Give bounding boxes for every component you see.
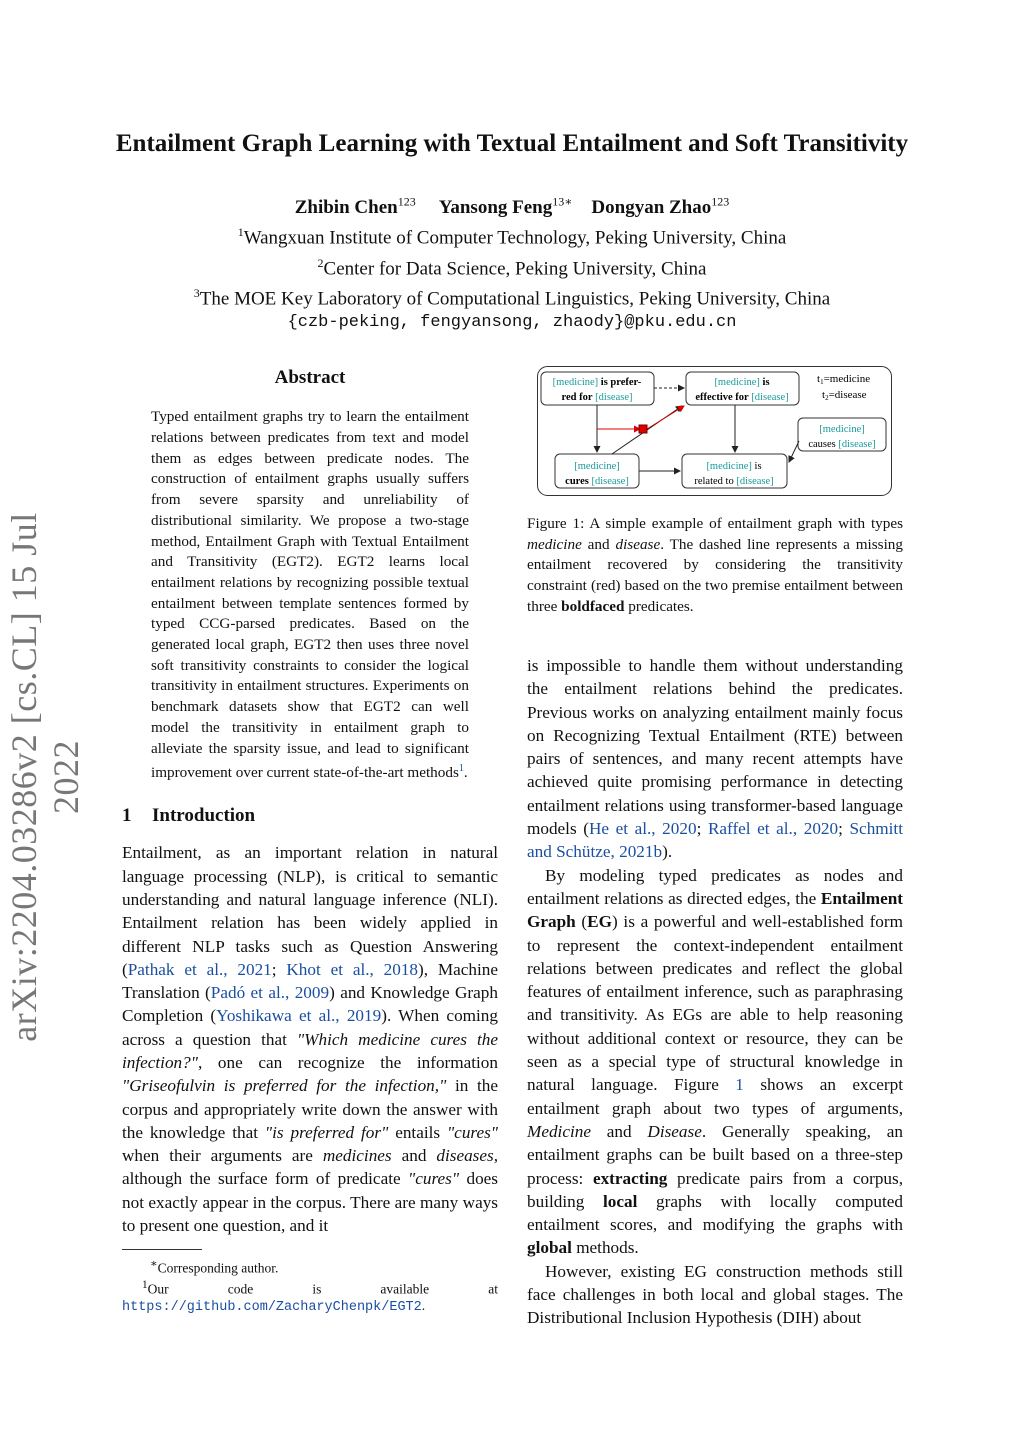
author-2: Yansong Feng$^{13∗}$ bbox=[438, 195, 573, 219]
cite-schmitt[interactable]: Schmitt and Schütze, 2021b bbox=[527, 819, 903, 862]
left-column bbox=[122, 362, 498, 1316]
node-is-preferred-for bbox=[541, 372, 654, 405]
author-3: Dongyan Zhao$^{123}$ bbox=[591, 195, 730, 219]
svg-text:related to [disease]: related to [disease] bbox=[694, 476, 774, 487]
abstract-text: Typed entailment graphs try to learn the entailment relations between predicates from text and model them as edges between predicate nodes. The construction of entailment graphs usually suffers from severe sparsity and unreliability of distributional similarity. We propose a two-stage method, Entailment Graph with Textual Entailment and Transitivity (EGT2). EGT2 learns local entailment relations by recognizing possible textual entailment between template sentences formed by typed CCG-parsed predicates. Based on the generated local graph, EGT2 then uses three novel soft transitivity constraints to consider the logical transitivity in entailment structures. Experiments on benchmark datasets show that EGT2 can well model the transitivity in entailment graph to alleviate the sparsity issue, and lead to significant improvement over current state-of-the-art methods$^1$. bbox=[151, 408, 469, 782]
section-heading: 1 Introduction bbox=[122, 805, 256, 827]
node-is-effective-for bbox=[686, 372, 799, 405]
intro-paragraph-4: However, existing EG construction methods still face challenges in both local and global stages. The Distributional Inclusion Hypothesis (DIH) about bbox=[527, 1261, 903, 1328]
footnote-ref-1[interactable]: 1 bbox=[458, 763, 464, 775]
footnote-rule bbox=[122, 1249, 202, 1250]
svg-text:t1=medicine: t1=medicine bbox=[817, 373, 871, 386]
intro-paragraph-3: By modeling typed predicates as nodes and entailment relations as directed edges, the Entailment Graph (EG) is a powerful and well-established form to represent the context-independent entailment relations between predicates and reflect the global features of entailment inference, such as paraphrasing and transitivity. As EGs are able to help reasoning without additional context or resource, they can be seen as a special type of structural knowledge in natural language. Figure 1 shows an excerpt entailment graph about two types of arguments, Medicine and Disease. Generally speaking, an entailment graphs can be built based on a three-step process: extracting predicate pairs from a corpus, building local graphs with locally computed entailment scores, and modifying the graphs with global methods. bbox=[527, 865, 903, 1258]
figure-1-graph bbox=[537, 366, 892, 496]
svg-text:[medicine] is: [medicine] is bbox=[714, 377, 770, 388]
svg-text:[medicine]: [medicine] bbox=[819, 424, 865, 435]
intro-paragraph-1: Entailment, as an important relation in natural language processing (NLP), is critical to semantic understanding and natural language inference (NLI). Entailment relation has been widely applied in different NLP tasks such as Question Answering (Pathak et al., 2021; Khot et al., 2018), Machine Translation (Padó et al., 2009) and Knowledge Graph Completion (Yoshikawa et al., 2019). When coming across a question that "Which medicine cures the infection?", one can recognize the information "Griseofulvin is preferred for the infection," in the corpus and appropriately write down the answer with the knowledge that "is preferred for" entails "cures" when their arguments are medicines and diseases, although the surface form of predicate "cures" does not exactly appear in the corpus. There are many ways to present one question, and it bbox=[122, 843, 499, 1236]
affiliation-2: $^2$Center for Data Science, Peking University, China bbox=[317, 255, 707, 279]
node-causes bbox=[798, 418, 886, 451]
svg-text:[medicine] is prefer-: [medicine] is prefer- bbox=[552, 377, 642, 388]
cite-pathak[interactable]: Pathak et al., 2021 bbox=[127, 959, 272, 979]
cite-raffel[interactable]: Raffel et al., 2020 bbox=[707, 819, 839, 839]
author-names bbox=[0, 190, 1024, 220]
affiliation-1: $^1$Wangxuan Institute of Computer Technology, Peking University, China bbox=[237, 225, 787, 249]
constraint-marker bbox=[639, 425, 647, 433]
svg-text:red for [disease]: red for [disease] bbox=[561, 392, 633, 403]
svg-text:[medicine]: [medicine] bbox=[574, 461, 620, 472]
footnote-corresponding: ∗Corresponding author. bbox=[150, 1258, 279, 1276]
node-cures bbox=[555, 454, 639, 488]
svg-text:cures [disease]: cures [disease] bbox=[565, 476, 629, 487]
cite-pado[interactable]: Padó et al., 2009 bbox=[210, 983, 330, 1003]
svg-text:causes [disease]: causes [disease] bbox=[808, 439, 876, 450]
cite-khot[interactable]: Khot et al., 2018 bbox=[286, 959, 419, 979]
author-1: Zhibin Chen$^{123}$ bbox=[294, 195, 416, 219]
cite-he[interactable]: He et al., 2020 bbox=[588, 819, 697, 839]
svg-text:[medicine] is: [medicine] is bbox=[706, 461, 762, 472]
abstract-heading: Abstract bbox=[274, 367, 346, 388]
intro-paragraph-2: is impossible to handle them without understanding the entailment relations behind the predicates. Previous works on analyzing entailment mainly focus on Recognizing Textual Entailment (RTE) between pairs of sentences, and many recent attempts have achieved quite promising performance in detecting entailment relations using transformer-based language models (He et al., 2020; Raffel et al., 2020; Schmitt and Schütze, 2021b). bbox=[527, 656, 903, 862]
figure-1-caption: Figure 1: A simple example of entailment graph with types medicine and disease. The dashed line represents a missing entailment recovered by considering the transitivity constraint (red) based on the two premise entailment between three boldfaced predicates. bbox=[527, 515, 904, 615]
arxiv-stamp: arXiv:2204.03286v2 [cs.CL] 15 Jul 2022 bbox=[4, 512, 86, 1042]
code-url-link[interactable]: https://github.com/ZacharyChenpk/EGT2 bbox=[122, 1300, 422, 1316]
cite-yoshikawa[interactable]: Yoshikawa et al., 2019 bbox=[216, 1006, 382, 1026]
paper-title: Entailment Graph Learning with Textual Entailment and Soft Transitivity bbox=[115, 130, 909, 157]
svg-text:effective for [disease]: effective for [disease] bbox=[695, 392, 789, 403]
node-is-related-to bbox=[682, 454, 787, 488]
author-block bbox=[0, 190, 1024, 335]
svg-text:t2=disease: t2=disease bbox=[822, 389, 867, 402]
author-email: {czb-peking, fengyansong, zhaody}@pku.edu.cn bbox=[287, 313, 737, 333]
affiliation-3: $^3$The MOE Key Laboratory of Computational Linguistics, Peking University, China bbox=[193, 285, 831, 310]
figure-ref-1[interactable]: 1 bbox=[735, 1075, 744, 1095]
footnote-code: $^1$Our code is available at https://github.com/ZacharyChenpk/EGT2. bbox=[122, 1278, 498, 1316]
right-column bbox=[527, 654, 903, 1330]
